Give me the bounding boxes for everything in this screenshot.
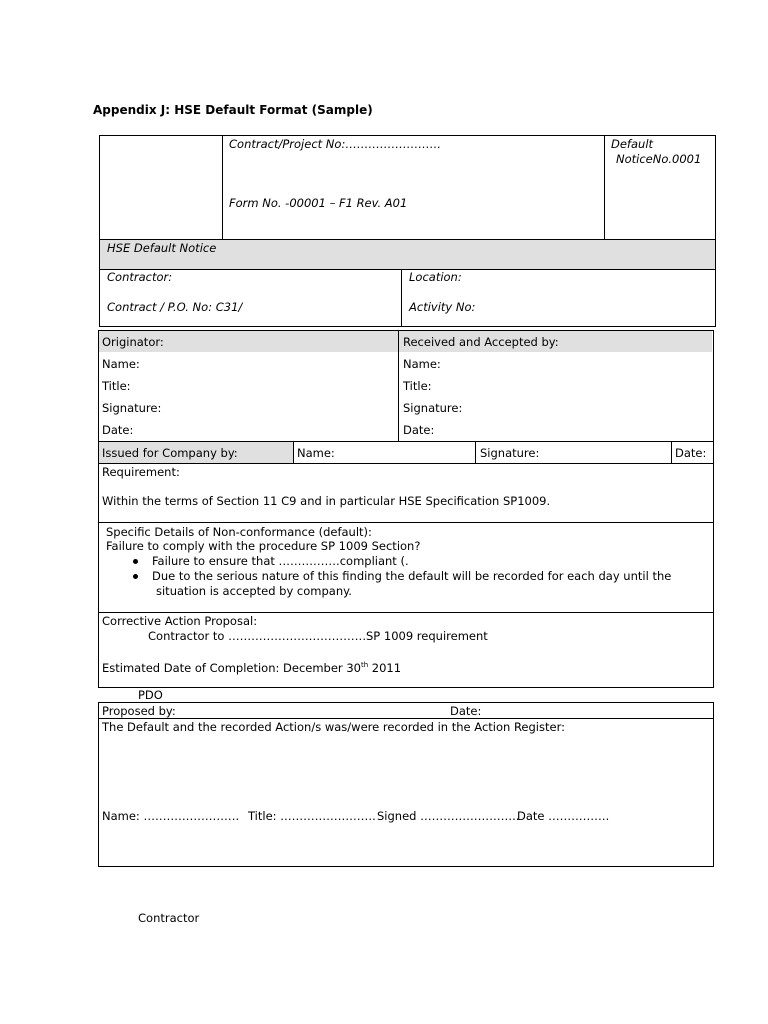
location-field: Location: xyxy=(409,270,462,284)
receiver-name-label: Name: xyxy=(403,357,441,371)
sign-name-field: Name: ……………………. xyxy=(102,809,240,823)
default-label: Default xyxy=(611,137,654,151)
issued-name-label: Name: xyxy=(297,446,335,460)
originator-signature-label: Signature: xyxy=(102,401,162,415)
requirement-text: Within the terms of Section 11 C9 and in particular HSE Specification SP1009. xyxy=(102,494,551,508)
received-accepted-header: Received and Accepted by: xyxy=(403,335,559,349)
bullet-item-1: Failure to ensure that …………….compliant (. xyxy=(152,554,409,568)
notice-title: HSE Default Notice xyxy=(107,241,217,255)
sign-signed-field: Signed …………………….. xyxy=(377,809,520,823)
proposed-by-label: Proposed by: xyxy=(102,704,176,718)
pdo-label: PDO xyxy=(138,688,163,702)
action-register-text: The Default and the recorded Action/s was/were recorded in the Action Register: xyxy=(102,720,565,734)
activity-no-field: Activity No: xyxy=(409,300,476,314)
notice-number: NoticeNo.0001 xyxy=(616,152,702,166)
originator-name-label: Name: xyxy=(102,357,140,371)
page-heading: Appendix J: HSE Default Format (Sample) xyxy=(93,103,373,117)
requirement-label: Requirement: xyxy=(102,465,180,479)
sign-date-field: Date ……………. xyxy=(517,809,610,823)
bullet-item-2-line-2: situation is accepted by company. xyxy=(156,584,352,598)
contract-po-field: Contract / P.O. No: C31/ xyxy=(107,300,243,314)
issued-signature-label: Signature: xyxy=(480,446,540,460)
corrective-action-contractor: Contractor to ……………………………… xyxy=(148,629,367,643)
estimated-completion-date: Estimated Date of Completion: December 30th 2011 xyxy=(102,660,402,675)
issued-date-label: Date: xyxy=(675,446,707,460)
originator-date-label: Date: xyxy=(102,423,134,437)
bullet-icon xyxy=(133,574,138,579)
receiver-date-label: Date: xyxy=(403,423,435,437)
originator-title-label: Title: xyxy=(102,379,131,393)
receiver-title-label: Title: xyxy=(403,379,432,393)
contractor-footer-label: Contractor xyxy=(138,911,200,925)
corrective-action-requirement: SP 1009 requirement xyxy=(366,629,488,643)
issued-for-company-label: Issued for Company by: xyxy=(102,446,238,460)
contract-project-no-field: Contract/Project No:……………………. xyxy=(229,137,441,151)
corrective-action-title: Corrective Action Proposal: xyxy=(102,614,258,628)
form-number: Form No. -00001 – F1 Rev. A01 xyxy=(229,196,408,210)
sign-title-field: Title: ……………………. xyxy=(248,809,376,823)
specific-details-title: Specific Details of Non-conformance (default): xyxy=(106,525,372,539)
proposed-date-label: Date: xyxy=(450,704,482,718)
receiver-signature-label: Signature: xyxy=(403,401,463,415)
bullet-icon xyxy=(133,559,138,564)
failure-line: Failure to comply with the procedure SP 1009 Section? xyxy=(106,539,421,553)
bullet-item-2-line-1: Due to the serious nature of this finding the default will be recorded for each day until the xyxy=(152,569,672,583)
originator-header: Originator: xyxy=(102,335,164,349)
contractor-field: Contractor: xyxy=(107,270,173,284)
